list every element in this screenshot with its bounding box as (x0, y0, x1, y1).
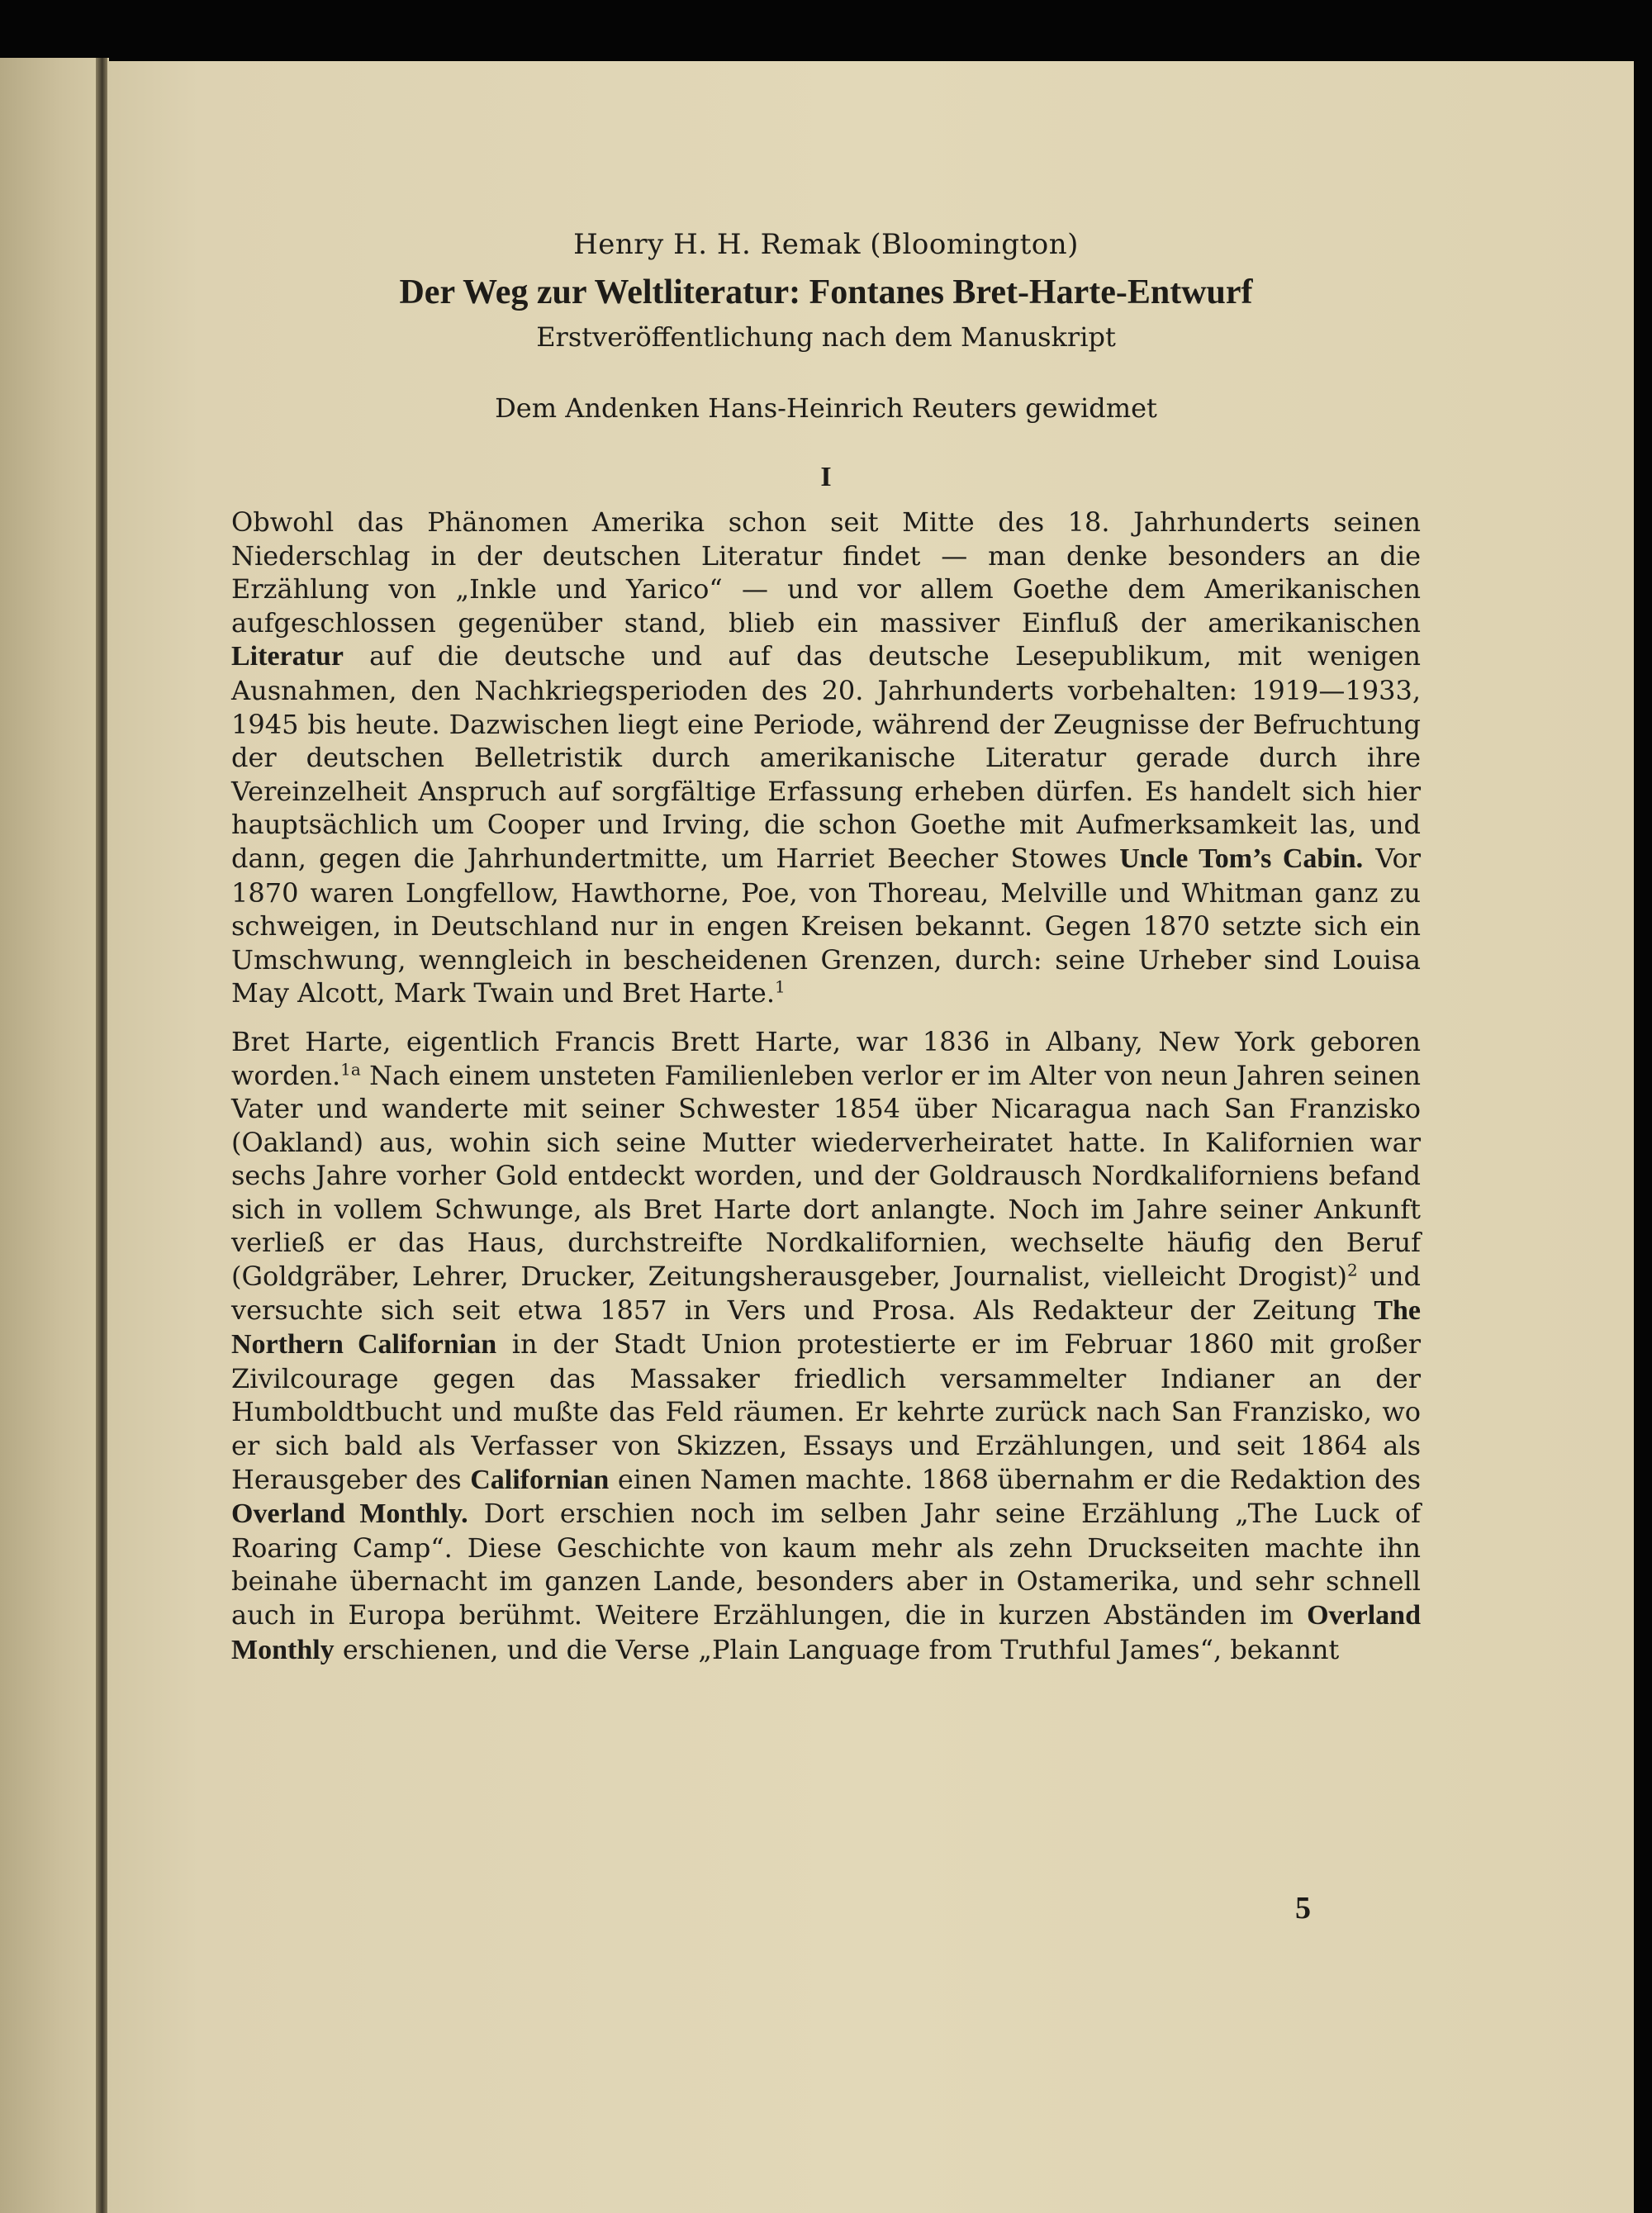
paragraph-text: erschienen, und die Verse „Plain Language from Truthful James“, bekannt (334, 1633, 1340, 1665)
periodical-title: Overland Monthly. (231, 1498, 468, 1530)
periodical-title: Californian (470, 1464, 610, 1495)
paragraph-text: Nach einem unsteten Familienleben verlor er im Alter von neun Jahren seinen Vater und wanderte mit seiner Schwester 1854 über Nicaragua nach San Franzisko (Oakland) aus, wohin sich seine Mutter wiederverheiratet hatte. In Kalifornien war sechs Jahre vorher Gold entdeckt worden, und der Goldrausch Nordkaliforniens befand sich in vollem Schwunge, als Bret Harte dort anlangte. Noch im Jahre seiner Ankunft verließ er das Haus, durchstreifte Nordkalifornien, wechselte häufig den Beruf (Goldgräber, Lehrer, Drucker, Zeitungsherausgeber, Journalist, vielleicht Drogist) (231, 1059, 1421, 1293)
book-title: Uncle Tom’s Cabin. (1119, 843, 1364, 874)
paragraph-text: Dort erschien noch im selben Jahr seine Erzählung „The Luck of Roaring Camp“. Diese Geschichte von kaum mehr als zehn Druckseiten machte ihn beinahe übernacht im ganzen Lande, besonders aber in Ostamerika, und sehr schnell auch in Europa berühmt. Weitere Erzählungen, die in kurzen Abständen im (231, 1498, 1422, 1631)
paragraph-text: einen Namen machte. 1868 übernahm er die Redaktion des (609, 1463, 1421, 1495)
paragraph-text: Obwohl das Phänomen Amerika schon seit Mitte des 18. Jahrhunderts seinen Niederschlag in der deutschen Literatur findet — man denke besonders an die Erzählung von „Inkle und Yarico“ — und vor allem Goethe dem Amerikanischen aufgeschlossen gegenüber stand, blieb ein massiver Einfluß der amerikanischen (231, 506, 1421, 639)
paragraph-text: in der Stadt Union protestierte er im Februar 1860 mit großer Zivilcourage gegen das Massaker friedlich versammelter Indianer an der Humboldtbucht und mußte das Feld räumen. Er kehrte zurück nach San Franzisko, wo er sich bald als Verfasser von Skizzen, Essays und Erzählungen, und seit 1864 als Herausgeber des (231, 1328, 1422, 1495)
paragraph-text: auf die deutsche und auf das deutsche Lesepublikum, mit wenigen Ausnahmen, den Nachkriegsperioden des 20. Jahrhunderts vorbehalten: 1919—1933, 1945 bis heute. Dazwischen liegt eine Periode, während der Zeugnisse der Befruchtung der deutschen Belletristik durch amerikanische Literatur gerade durch ihre Vereinzelheit Anspruch auf sorgfältige Erfassung erheben dürfen. Es handelt sich hier hauptsächlich um Cooper und Irving, die schon Goethe mit Aufmerksamkeit las, und dann, gegen die Jahrhundertmitte, um Harriet Beecher Stowes (231, 640, 1421, 874)
book-gutter (96, 58, 107, 2213)
footnote-marker: 1a (340, 1058, 361, 1079)
dedication: Dem Andenken Hans-Heinrich Reuters gewidmet (495, 392, 1157, 424)
page-content (231, 226, 1421, 1667)
periodical-title: Overland Monthly (231, 1600, 1421, 1665)
book-page (107, 61, 1634, 2213)
facing-page-edge (0, 58, 109, 2213)
section-heading: I (820, 462, 832, 492)
footnote-marker: 1 (774, 976, 786, 997)
paragraph-text: und versuchte sich seit etwa 1857 in Vers und Prosa. Als Redakteur der Zeitung (231, 1261, 1422, 1326)
paragraph-text: Bret Harte, eigentlich Francis Brett Harte, war 1836 in Albany, New York geboren worden. (231, 1025, 1421, 1091)
periodical-title: The Northern Californian (231, 1294, 1421, 1361)
footnote-marker: 2 (1347, 1260, 1358, 1280)
page-number: 5 (1295, 1891, 1311, 1926)
paragraph-text: Vor 1870 waren Longfellow, Hawthorne, Poe, von Thoreau, Melville und Whitman ganz zu schweigen, in Deutschland nur in engen Kreisen bekannt. Gegen 1870 setzte sich ein Umschwung, wenngleich in bescheidenen Grenzen, durch: seine Urheber sind Louisa May Alcott, Mark Twain und Bret Harte. (231, 842, 1422, 1009)
article-title: Der Weg zur Weltliteratur: Fontanes Bret-Harte-Entwurf (399, 273, 1253, 311)
emphasized-term: Literatur (231, 641, 344, 672)
article-author: Henry H. H. Remak (Bloomington) (573, 228, 1079, 261)
article-subtitle: Erstveröffentlichung nach dem Manuskript (536, 321, 1116, 353)
body-paragraph-1 (231, 506, 1421, 1010)
body-paragraph-2 (231, 1025, 1421, 1667)
